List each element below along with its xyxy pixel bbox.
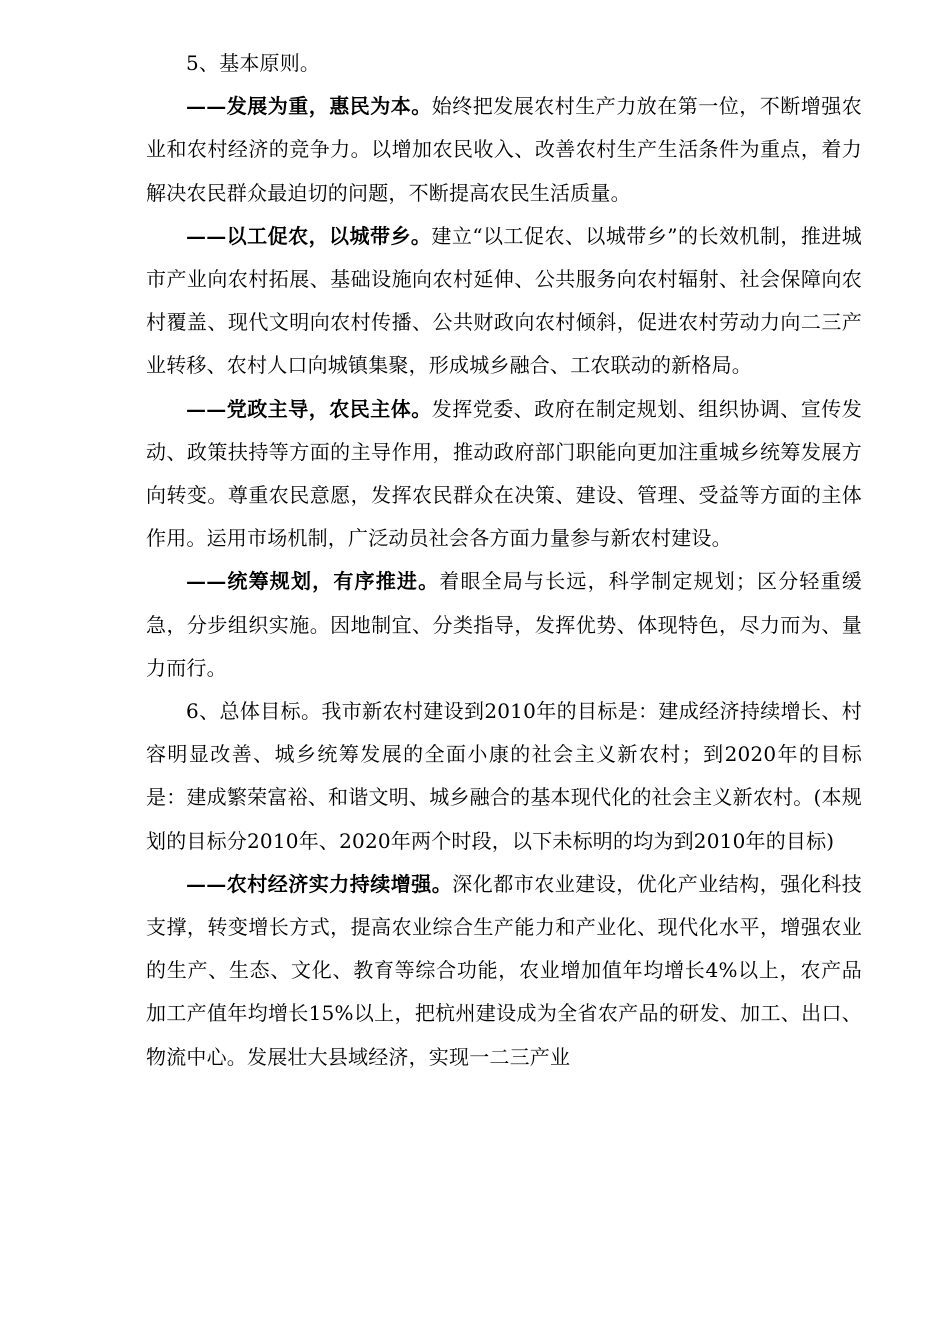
- paragraph-overall-goals: [146, 690, 862, 863]
- document-body: [146, 42, 862, 1079]
- paragraph-principle-development: [146, 85, 862, 215]
- paragraph-principle-planning: [146, 560, 862, 690]
- paragraph-goal-rural-economy: [146, 863, 862, 1079]
- paragraph-text: 着眼全局与长远，科学制定规划；区分轻重缓急，分步组织实施。因地制宜、分类指导，发挥优势、体现特色，尽力而为、量力而行。: [146, 569, 863, 680]
- paragraph-text: 建立“以工促农、以城带乡”的长效机制，推进城市产业向农村拓展、基础设施向农村延伸、公共服务向农村辐射、社会保障向农村覆盖、现代文明向农村传播、公共财政向农村倾斜，促进农村劳动力向二三产业转移、农村人口向城镇集聚，形成城乡融合、工农联动的新格局。: [146, 223, 862, 378]
- paragraph-lead: ——农村经济实力持续增强。: [186, 871, 453, 896]
- paragraph-lead: ——党政主导，农民主体。: [186, 396, 432, 421]
- paragraph-text: 发挥党委、政府在制定规划、组织协调、宣传发动、政策扶持等方面的主导作用，推动政府部门职能向更加注重城乡统筹发展方向转变。尊重农民意愿，发挥农民群众在决策、建设、管理、受益等方面的主体作用。运用市场机制，广泛动员社会各方面力量参与新农村建设。: [146, 396, 862, 551]
- paragraph-text: 6、总体目标。我市新农村建设到2010年的目标是：建成经济持续增长、村容明显改善、城乡统筹发展的全面小康的社会主义新农村；到2020年的目标是：建成繁荣富裕、和谐文明、城乡融合的基本现代化的社会主义新农村。(本规划的目标分2010年、2020年两个时段，以下未标明的均为到2010年的目标): [146, 699, 862, 853]
- paragraph-text: 深化都市农业建设，优化产业结构，强化科技支撑，转变增长方式，提高农业综合生产能力和产业化、现代化水平，增强农业的生产、生态、文化、教育等综合功能，农业增加值年均增长4%以上，农产品加工产值年均增长15%以上，把杭州建设成为全省农产品的研发、加工、出口、物流中心。发展壮大县域经济，实现一二三产业: [146, 871, 863, 1069]
- paragraph-lead: ——发展为重，惠民为本。: [186, 94, 432, 119]
- paragraph-principle-industry-city: [146, 215, 862, 388]
- paragraph-principle-party-government: [146, 388, 862, 561]
- paragraph-lead: ——以工促农，以城带乡。: [186, 223, 432, 248]
- paragraph-lead: ——统筹规划，有序推进。: [186, 569, 440, 594]
- paragraph-basic-principles: [146, 42, 862, 85]
- paragraph-text: 5、基本原则。: [186, 51, 321, 75]
- paragraph-text: 始终把发展农村生产力放在第一位，不断增强农业和农村经济的竞争力。以增加农民收入、改善农村生产生活条件为重点，着力解决农民群众最迫切的问题，不断提高农民生活质量。: [146, 94, 862, 205]
